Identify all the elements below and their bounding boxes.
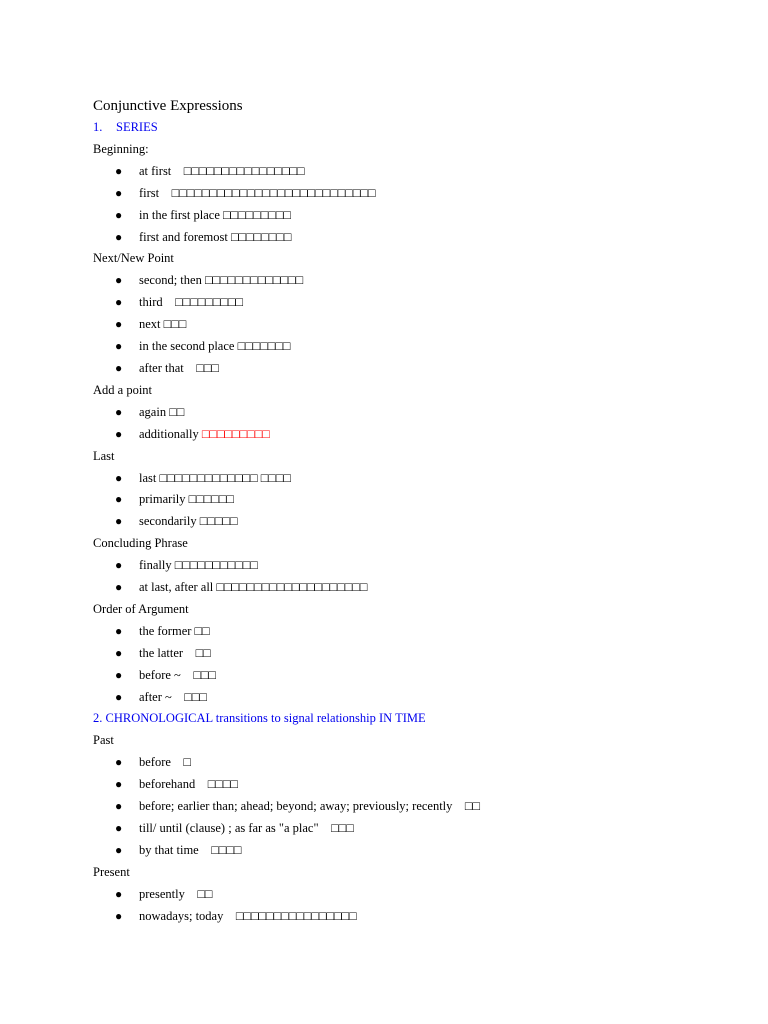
term-en: before ~ [139,667,181,682]
list-item [93,906,733,928]
bullet-icon: ● [115,404,123,419]
term-en: first [139,185,160,200]
term-en: before; earlier than; ahead; beyond; away; previously; recently [139,799,453,814]
bullet-icon: ● [115,886,123,901]
bullet-icon: ● [115,185,123,200]
list-item [93,840,733,862]
term-zh: □□□□□ [199,514,238,529]
term-zh: □□□□ [207,777,238,792]
bullet-icon: ● [115,623,123,638]
list-past [93,752,733,862]
term-zh: □□□□□□□□□□□□□□□□□□□□ [216,580,368,595]
term-en: second; then [139,273,202,288]
list-item [93,687,733,709]
term-en: in the first place [139,207,220,222]
bullet-icon: ● [115,799,123,814]
term-zh: □□□□□□□ [237,339,291,354]
group-label-next-point: Next/New Point [93,251,174,266]
list-beginning [93,161,733,249]
bullet-icon: ● [115,295,123,310]
document-title: Conjunctive Expressions [93,98,243,114]
list-item [93,424,733,446]
section-label: SERIES [116,120,158,134]
term-en: before [139,755,171,770]
section-number: 1. [93,120,103,134]
list-item [93,183,733,205]
term-zh: □□□ [196,360,219,375]
term-zh: □□□□□□□□□□□□□ □□□□ [159,470,291,485]
bullet-icon: ● [115,514,123,529]
term-zh: □□□□□□□□□□□ [174,558,258,573]
term-zh: □□□□□□□□□□□□□ [204,273,304,288]
section-heading-series [93,117,733,139]
document-page [93,95,733,928]
group-label-beginning: Beginning: [93,141,149,156]
term-zh-highlighted: □□□□□□□□□ [201,426,270,441]
group-label-add-point: Add a point [93,382,153,397]
bullet-icon: ● [115,470,123,485]
bullet-icon: ● [115,229,123,244]
bullet-icon: ● [115,908,123,923]
term-zh: □□ [197,886,213,901]
group-label-order: Order of Argument [93,601,189,616]
list-item [93,358,733,380]
term-zh: □□ [194,623,210,638]
bullet-icon: ● [115,207,123,222]
list-item [93,665,733,687]
term-zh: □□□ [184,689,207,704]
list-order [93,621,733,709]
list-present [93,884,733,928]
bullet-icon: ● [115,689,123,704]
term-en: last [139,470,157,485]
term-zh: □□□ [331,821,354,835]
term-en: by that time [139,842,199,857]
section-heading-chronological: 2. CHRONOLOGICAL transitions to signal relationship IN TIME [93,711,426,726]
term-en: beforehand [139,777,196,792]
list-last [93,468,733,534]
term-en: presently [139,886,185,901]
bullet-icon: ● [115,163,123,178]
list-item [93,489,733,511]
list-item [93,314,733,336]
list-next-point [93,270,733,380]
list-item [93,752,733,774]
term-zh: □□□□□□□□□ [223,207,291,222]
list-item [93,468,733,490]
term-zh: □□ [195,645,211,660]
bullet-icon: ● [115,821,123,835]
bullet-icon: ● [115,317,123,332]
term-zh: □□□□□□□□□□□□□□□□ [235,908,357,923]
term-en: next [139,317,161,332]
bullet-icon: ● [115,645,123,660]
term-en: till/ until (clause) ; as far as "a plac" [139,821,319,835]
group-label-present: Present [93,864,130,879]
list-item [93,621,733,643]
bullet-icon: ● [115,755,123,770]
list-item [93,227,733,249]
list-item [93,818,733,840]
list-item [93,336,733,358]
term-zh: □□□□□□ [188,492,234,507]
term-en: the former [139,623,192,638]
list-add-point [93,402,733,446]
term-en: third [139,295,163,310]
bullet-icon: ● [115,273,123,288]
term-en: primarily [139,492,186,507]
term-en: after ~ [139,689,172,704]
bullet-icon: ● [115,558,123,573]
bullet-icon: ● [115,667,123,682]
term-zh: □ [183,755,191,770]
term-zh: □□ [464,799,481,814]
term-en: after that [139,360,184,375]
group-label-concluding: Concluding Phrase [93,536,188,551]
term-zh: □□ [169,404,185,419]
bullet-icon: ● [115,580,123,595]
term-en: again [139,404,167,419]
list-item [93,555,733,577]
bullet-icon: ● [115,777,123,792]
list-item [93,643,733,665]
term-zh: □□□□□□□□□□□□□□□□ [183,163,305,178]
term-zh: □□□ [193,667,216,682]
list-item [93,774,733,796]
bullet-icon: ● [115,360,123,375]
group-label-last: Last [93,448,115,463]
term-zh: □□□ [163,317,187,332]
term-en: the latter [139,645,184,660]
term-zh: □□□□□□□□□ [175,295,244,310]
list-item [93,402,733,424]
term-en: nowadays; today [139,908,224,923]
list-item [93,511,733,533]
term-en: in the second place [139,339,235,354]
list-item [93,161,733,183]
bullet-icon: ● [115,426,123,441]
term-en: additionally [139,426,199,441]
term-en: at last, after all [139,580,214,595]
list-item [93,270,733,292]
term-en: secondarily [139,514,197,529]
bullet-icon: ● [115,492,123,507]
term-en: first and foremost [139,229,228,244]
term-zh: □□□□□□□□ [231,229,292,244]
list-item [93,884,733,906]
list-item [93,205,733,227]
bullet-icon: ● [115,339,123,354]
group-label-past: Past [93,733,114,748]
list-concluding [93,555,733,599]
bullet-icon: ● [115,842,123,857]
term-zh: □□□□ [211,842,242,857]
list-item [93,796,733,818]
list-item [93,577,733,599]
term-en: finally [139,558,172,573]
list-item [93,292,733,314]
term-en: at first [139,163,172,178]
term-zh: □□□□□□□□□□□□□□□□□□□□□□□□□□□ [171,185,376,200]
